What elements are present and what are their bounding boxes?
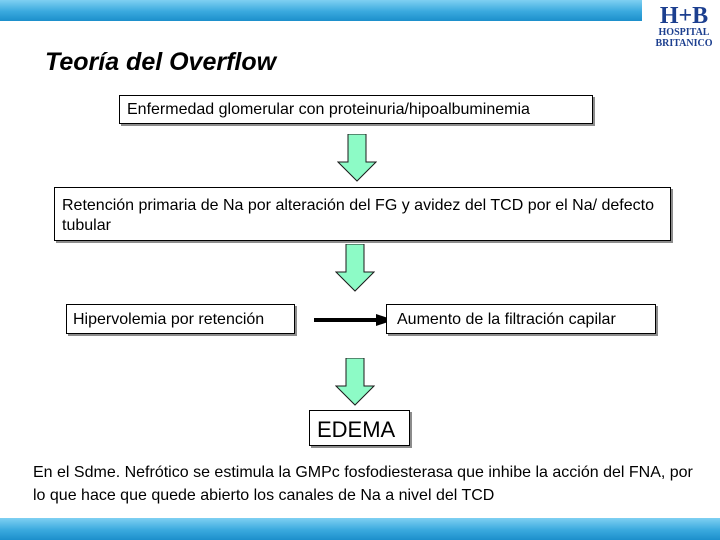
bottom-accent-bar <box>0 518 720 540</box>
logo-line1: HOSPITAL <box>658 27 710 38</box>
down-arrow-icon <box>335 358 375 406</box>
flow-box-retencion: Retención primaria de Na por alteración del FG y avidez del TCD por el Na/ defecto tubular <box>54 187 671 241</box>
slide-title: Teoría del Overflow <box>45 48 277 76</box>
logo-line2: BRITANICO <box>655 38 713 49</box>
flow-box-edema: EDEMA <box>309 410 410 446</box>
hospital-britanico-logo <box>648 0 720 50</box>
flow-box-hipervolemia: Hipervolemia por retención <box>66 304 295 334</box>
flow-box-filtracion: Aumento de la filtración capilar <box>386 304 656 334</box>
down-arrow-icon <box>337 134 377 182</box>
logo-monogram: H+B <box>659 3 709 29</box>
right-arrow-icon <box>314 313 394 327</box>
top-accent-bar <box>0 0 642 21</box>
flow-box-enfermedad: Enfermedad glomerular con proteinuria/hipoalbuminemia <box>119 95 593 124</box>
footer-note: En el Sdme. Nefrótico se estimula la GMPc fosfodiesterasa que inhibe la acción del FNA, por lo que hace que quede abierto los canales de Na a nivel del TCD <box>33 464 693 504</box>
down-arrow-icon <box>335 244 375 292</box>
